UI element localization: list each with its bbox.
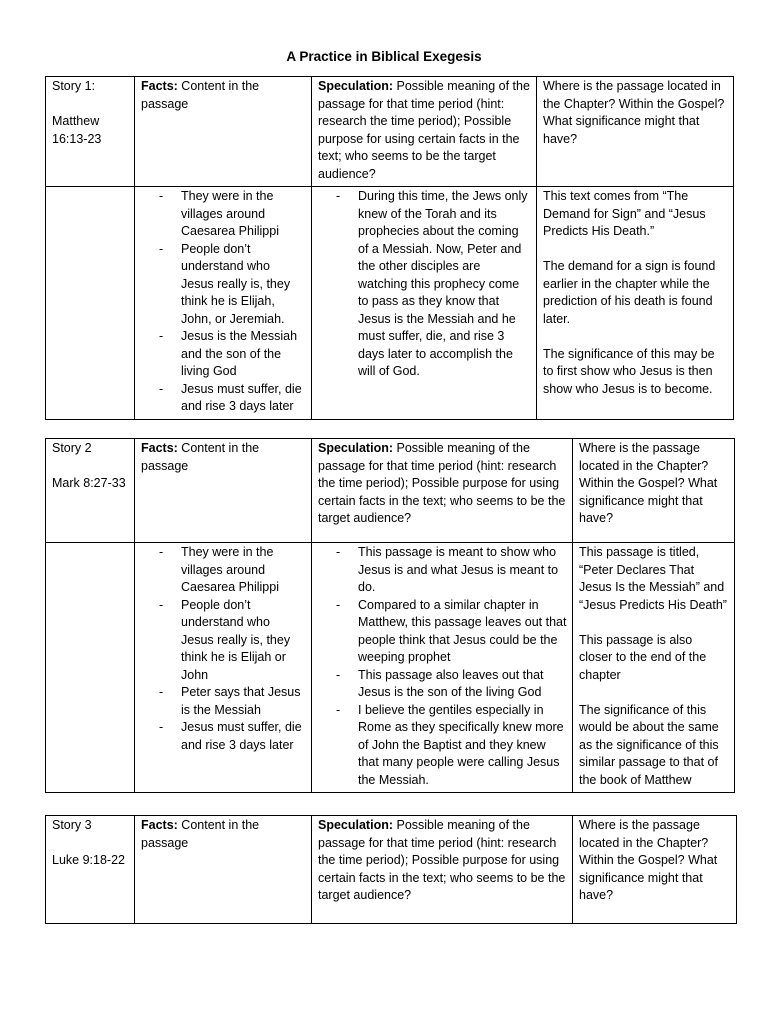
list-item: - I believe the gentiles especially in Rome as they specifically knew more of John the Baptist and they knew that many people were calling Jesus the Messiah. xyxy=(318,702,567,790)
speculation-header-text: Possible meaning of the passage for that time period (hint: research the time period); Possible purpose for using certain facts in the text; who seems to be the target audience? xyxy=(318,79,530,181)
story-1-label-cell xyxy=(46,77,135,187)
story-1-content-row xyxy=(46,187,734,420)
list-item: - This passage also leaves out that Jesus is the son of the living God xyxy=(318,667,567,702)
list-item: - They were in the villages around Caesarea Philippi xyxy=(141,188,306,241)
speculation-header-text: Possible meaning of the passage for that time period (hint: research the time period); Possible purpose for using certain facts in the text; who seems to be the target audience? xyxy=(318,441,566,525)
list-item: - They were in the villages around Caesarea Philippi xyxy=(141,544,306,597)
speculation-header-cell xyxy=(312,816,573,924)
speculation-content-cell xyxy=(312,543,573,793)
speculation-content-cell xyxy=(312,187,537,420)
story-3-header-row xyxy=(46,816,737,924)
facts-header-cell xyxy=(135,77,312,187)
scripture-reference: Luke 9:18-22 xyxy=(52,853,125,867)
list-item: - This passage is meant to show who Jesus is and what Jesus is meant to do. xyxy=(318,544,567,597)
location-header-text: Where is the passage located in the Chapter? Within the Gospel? What significance might that have? xyxy=(579,818,718,902)
list-item: - People don’t understand who Jesus really is, they think he is Elijah or John xyxy=(141,597,306,685)
list-item: - Peter says that Jesus is the Messiah xyxy=(141,684,306,719)
empty-cell xyxy=(46,543,135,793)
speculation-list xyxy=(318,544,567,789)
story-2-label-cell xyxy=(46,439,135,543)
empty-cell xyxy=(46,187,135,420)
story-3-label-cell xyxy=(46,816,135,924)
paragraph: This passage is also closer to the end of the chapter xyxy=(579,632,707,682)
page-title: A Practice in Biblical Exegesis xyxy=(286,49,482,64)
facts-header-cell xyxy=(135,816,312,924)
story-1-header-row xyxy=(46,77,734,187)
location-content-cell xyxy=(573,543,735,793)
story-label: Story 2 xyxy=(52,441,92,455)
facts-header-text: Content in the passage xyxy=(141,441,260,473)
facts-list xyxy=(141,544,306,754)
facts-list xyxy=(141,188,306,416)
facts-header-cell xyxy=(135,439,312,543)
speculation-header-cell xyxy=(312,439,573,543)
story-label: Story 1: xyxy=(52,79,96,93)
speculation-header-bold: Speculation: xyxy=(318,818,394,832)
list-item: - Jesus must suffer, die and rise 3 days later xyxy=(141,719,306,754)
location-header-cell xyxy=(573,439,735,543)
list-item: - People don’t understand who Jesus really is, they think he is Elijah, John, or Jeremiah. xyxy=(141,241,306,329)
speculation-header-bold: Speculation: xyxy=(318,441,394,455)
facts-content-cell xyxy=(135,543,312,793)
facts-header-bold: Facts: xyxy=(141,818,178,832)
location-header-text: Where is the passage located in the Chapter? Within the Gospel? What significance might that have? xyxy=(579,441,718,525)
speculation-header-cell xyxy=(312,77,537,187)
paragraph: The significance of this may be to first show who Jesus is then show who Jesus is to become. xyxy=(543,346,715,396)
facts-content-cell xyxy=(135,187,312,420)
location-header-cell xyxy=(537,77,734,187)
list-item: - Jesus is the Messiah and the son of the living God xyxy=(141,328,306,381)
paragraph: The demand for a sign is found earlier in the chapter while the prediction of his death is found later. xyxy=(543,259,716,326)
speculation-header-text: Possible meaning of the passage for that time period (hint: research the time period); Possible purpose for using certain facts in the text; who seems to be the target audience? xyxy=(318,818,566,902)
location-header-cell xyxy=(573,816,737,924)
facts-header-bold: Facts: xyxy=(141,79,178,93)
story-label: Story 3 xyxy=(52,818,92,832)
paragraph: This text comes from “The Demand for Sign” and “Jesus Predicts His Death.” xyxy=(543,189,706,238)
story-1-table xyxy=(45,76,734,420)
story-2-table xyxy=(45,438,735,793)
list-item: - Compared to a similar chapter in Matthew, this passage leaves out that people think that Jesus could be the weeping prophet xyxy=(318,597,567,667)
story-2-header-row xyxy=(46,439,735,543)
speculation-list xyxy=(318,188,531,381)
scripture-reference: Mark 8:27-33 xyxy=(52,476,126,490)
list-item: - Jesus must suffer, die and rise 3 days later xyxy=(141,381,306,416)
facts-header-text: Content in the passage xyxy=(141,79,260,111)
location-content-cell xyxy=(537,187,734,420)
paragraph: This passage is titled, “Peter Declares That Jesus Is the Messiah” and “Jesus Predicts His Death” xyxy=(579,545,727,612)
list-item: - During this time, the Jews only knew of the Torah and its prophecies about the coming of a Messiah. Now, Peter and the other disciples are watching this prophecy come to pass as they know that Jesus is the Messiah and he must suffer, die, and rise 3 days later to accomplish the will of God. xyxy=(318,188,531,381)
scripture-reference: Matthew 16:13-23 xyxy=(52,114,102,146)
paragraph: The significance of this would be about the same as the significance of this similar passage to that of the book of Matthew xyxy=(579,702,719,787)
facts-header-bold: Facts: xyxy=(141,441,178,455)
story-3-table xyxy=(45,815,737,924)
speculation-header-bold: Speculation: xyxy=(318,79,394,93)
facts-header-text: Content in the passage xyxy=(141,818,260,850)
story-2-content-row xyxy=(46,543,735,793)
location-header-text: Where is the passage located in the Chapter? Within the Gospel? What significance might that have? xyxy=(543,79,725,146)
